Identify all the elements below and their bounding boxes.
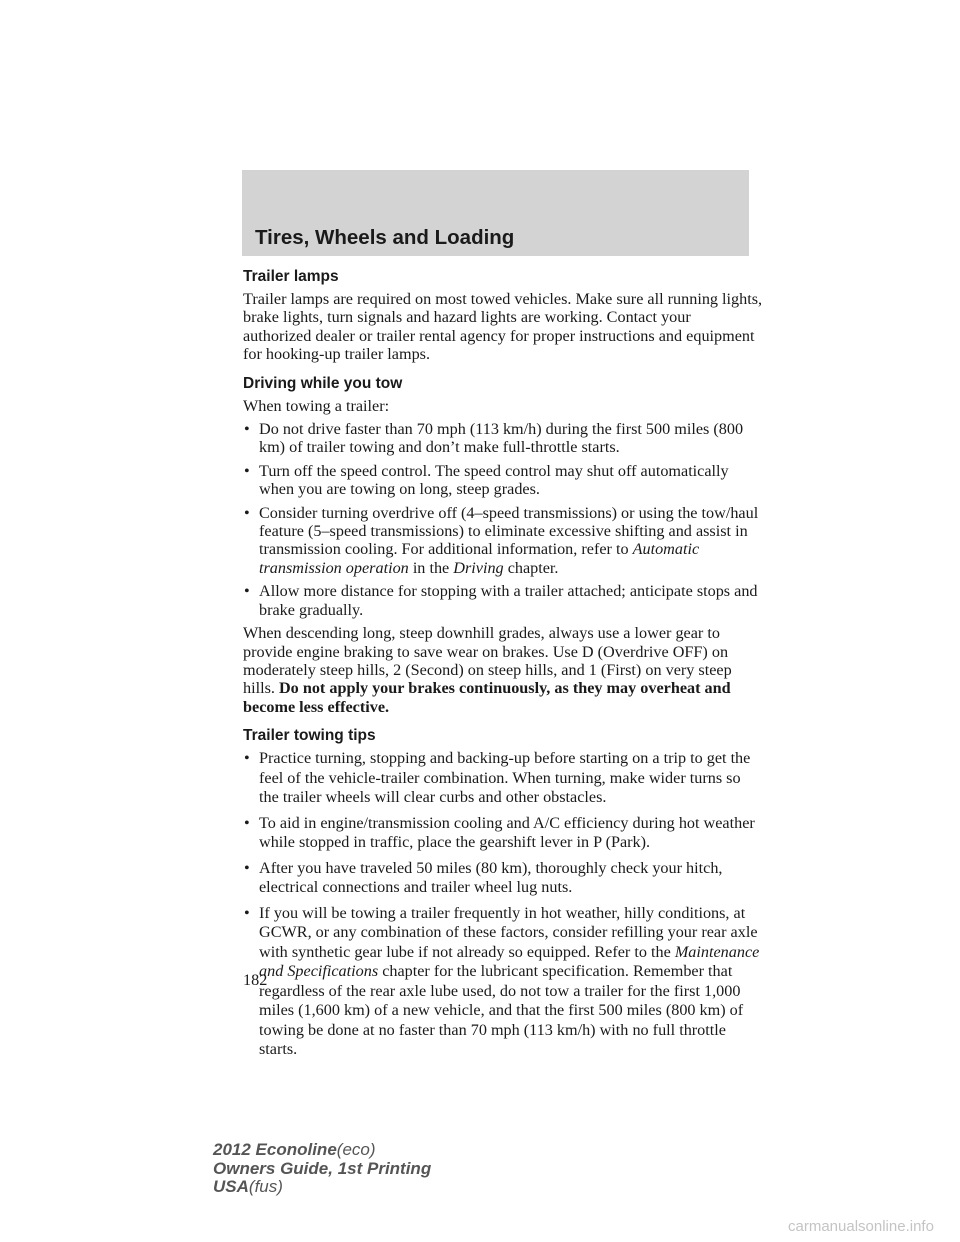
list-item: • Allow more distance for stopping with a trailer attached; anticipate stops and brake gradually.	[243, 582, 763, 619]
list-item: • To aid in engine/transmission cooling and A/C efficiency during hot weather while stopped in traffic, place the gearshift lever in P (Park).	[243, 814, 763, 853]
paragraph-trailer-lamps: Trailer lamps are required on most towed vehicles. Make sure all running lights, brake lights, turn signals and hazard lights are working. Contact your authorized dealer or trailer rental agency for proper instructions and equipment for hooking-up trailer lamps.	[243, 290, 763, 364]
list-item: • After you have traveled 50 miles (80 km), thoroughly check your hitch, electrical connections and trailer wheel lug nuts.	[243, 859, 763, 898]
link-driving-chapter: Driving	[453, 558, 504, 577]
heading-trailer-towing-tips: Trailer towing tips	[243, 727, 376, 745]
print-footer	[213, 1141, 431, 1197]
footer-market: USA	[213, 1177, 249, 1196]
towing-bullet-list	[243, 420, 763, 619]
footer-market-code: (fus)	[248, 1177, 283, 1196]
paragraph-text: When descending long, steep downhill grades, always use a lower gear to provide engine braking to save wear on brakes. Use D (Overdrive OFF) on moderately steep hills, 2 (Second) on steep hills, and 1 (First) on very steep hills.	[243, 624, 732, 698]
footer-model-code: (eco)	[336, 1140, 376, 1159]
footer-line-printing: Owners Guide, 1st Printing	[213, 1158, 432, 1178]
page-number: 182	[243, 971, 268, 989]
list-item-text: chapter for the lubricant specification. Remember that regardless of the rear axle lube used, do not tow a trailer for the first 1,000 miles (1,600 km) of a new vehicle, and that the first 500 miles (800 km) of towing be done at no faster than 70 mph (113 km/h) with no full throttle starts.	[259, 962, 744, 1059]
paragraph-downhill-grades	[243, 624, 763, 716]
link-automatic-transmission-operation: Automatic transmission operation	[259, 540, 700, 577]
link-maintenance-and-specifications: Maintenance and Specifications	[259, 942, 760, 981]
list-item-text: in the	[408, 558, 454, 577]
list-item: • Do not drive faster than 70 mph (113 km/h) during the first 500 miles (800 km) of trailer towing and don’t make full-throttle starts.	[243, 420, 763, 457]
footer-line-model	[213, 1141, 431, 1160]
footer-line-market	[213, 1178, 431, 1197]
list-item	[243, 504, 763, 578]
list-item: • Turn off the speed control. The speed control may shut off automatically when you are towing on long, steep grades.	[243, 462, 763, 499]
heading-driving-while-you-tow: Driving while you tow	[243, 374, 403, 392]
watermark: carmanualsonline.info	[788, 1218, 934, 1235]
paragraph-towing-intro: When towing a trailer:	[243, 396, 390, 415]
list-item-text: chapter.	[503, 558, 559, 577]
list-item	[243, 904, 763, 1060]
list-item-text: Consider turning overdrive off (4–speed transmissions) or using the tow/haul feature (5–speed transmissions) to eliminate excessive shifting and assist in transmission cooling. For additional information, refer to	[259, 503, 759, 559]
list-item: • Practice turning, stopping and backing-up before starting on a trip to get the feel of the vehicle-trailer combination. When turning, make wider turns so the trailer wheels will clear curbs and other obstacles.	[243, 749, 763, 808]
page-content	[243, 268, 763, 1066]
brake-warning-text: Do not apply your brakes continuously, as they may overheat and become less effective.	[243, 679, 731, 716]
section-title: Tires, Wheels and Loading	[255, 226, 515, 249]
heading-trailer-lamps: Trailer lamps	[243, 268, 339, 285]
list-item-text: If you will be towing a trailer frequently in hot weather, hilly conditions, at GCWR, or any combination of these factors, consider refilling your rear axle with synthetic gear lube if not already so equipped. Refer to the	[259, 903, 758, 961]
footer-model: 2012 Econoline	[213, 1140, 337, 1159]
tips-bullet-list	[243, 749, 763, 1060]
